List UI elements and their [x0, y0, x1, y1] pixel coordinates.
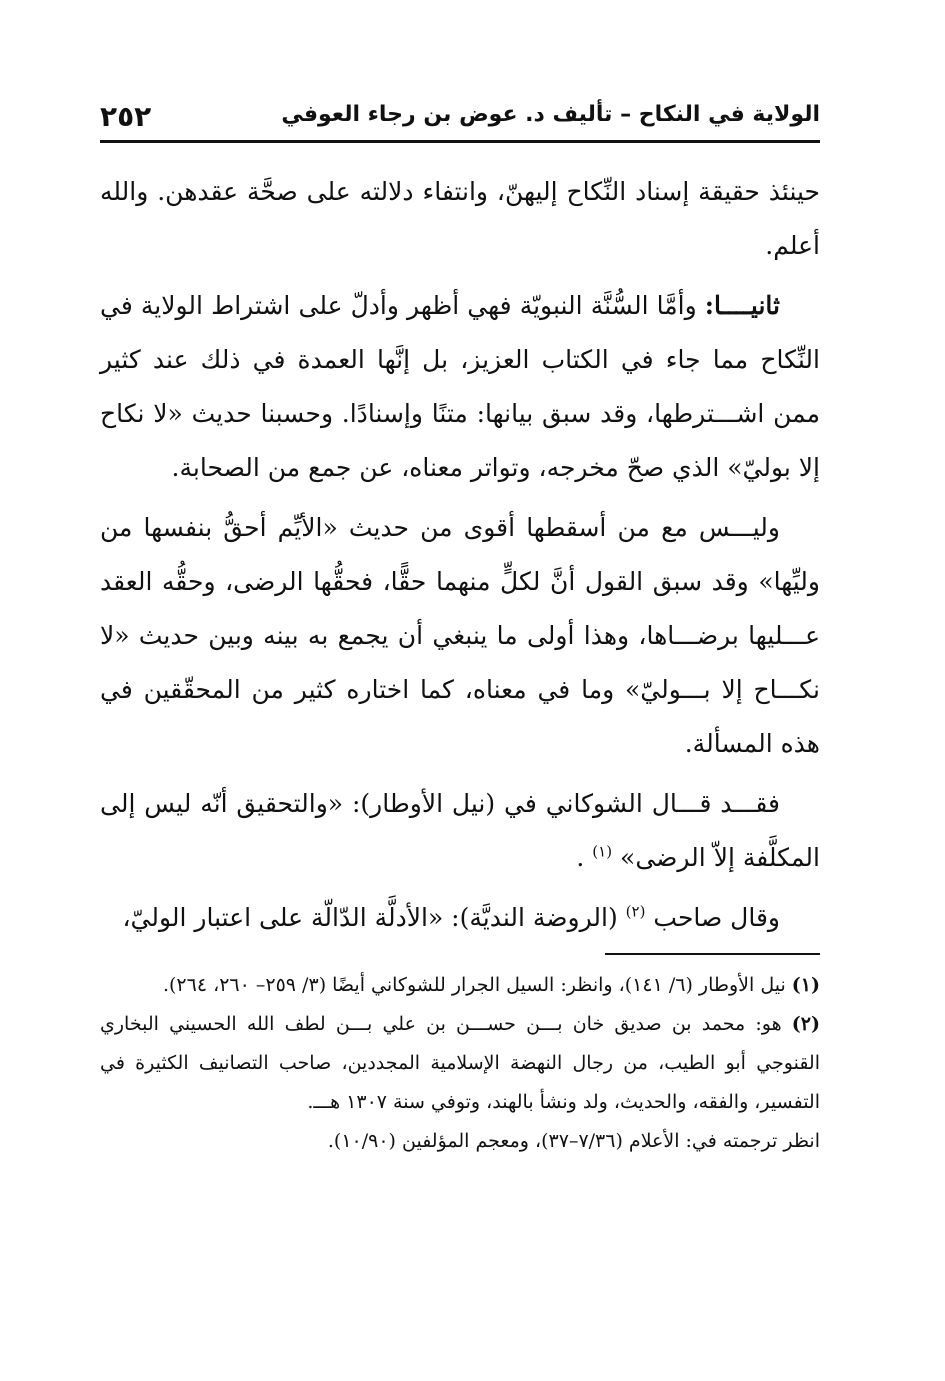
footnote-1 [100, 966, 820, 1005]
footnote-1-number: (١) [791, 974, 820, 996]
running-header [100, 100, 820, 143]
paragraph-2-text: وأمَّا السُّنَّة النبويّة فهي أظهر وأدلّ على اشتراط الولاية في النِّكاح مما جاء في الكتاب العزيز، بل إنَّها العمدة في ذلك عند كثير ممن اشـــترطها، وقد سبق بيانها: متنًا وإسنادًا. وحسبنا حديث «لا نكاح إلا بوليّ» الذي صحّ مخرجه، وتواتر معناه، عن جمع من الصحابة. [100, 291, 820, 482]
paragraph-4 [100, 777, 820, 885]
footnotes [100, 966, 820, 1161]
footnote-1-text: نيل الأوطار (٦/ ١٤١)، وانظر: السيل الجرار للشوكاني أيضًا (٣/ ٢٥٩– ٢٦٠، ٢٦٤). [162, 974, 792, 996]
paragraph-5-text-b: (الروضة النديَّة): «الأدلَّة الدّالّة على اعتبار الوليّ، [122, 903, 626, 932]
footnote-2-reference-text: انظر ترجمته في: الأعلام (٧/٣٦–٣٧)، ومعجم المؤلفين (١٠/٩٠). [327, 1130, 820, 1152]
section-lead-thaniyan: ثانيــــا: [704, 291, 780, 320]
paragraph-1-text: حينئذ حقيقة إسناد النِّكاح إليهنّ، وانتفاء دلالته على صحَّة عقدهن. والله أعلم. [100, 177, 820, 260]
paragraph-4-text: فقـــد قـــال الشوكاني في (نيل الأوطار): «والتحقيق أنّه ليس إلى المكلَّفة إلاّ الرضى» [100, 789, 820, 872]
footnote-ref-2[interactable]: (٢) [625, 902, 646, 921]
paragraph-5 [100, 891, 820, 945]
page-number: ٢٥٢ [100, 100, 152, 133]
footnote-2-text: هو: محمد بن صديق خان بـــن حســـن بن علي بـــن لطف الله الحسيني البخاري القنوجي أبو الطيب، من رجال النهضة الإسلامية المجددين، صاحب التصانيف الكثيرة في التفسير، والفقه، والحديث، ولد ونشأ بالهند، وتوفي سنة ١٣٠٧ هـــ. [100, 1013, 820, 1113]
paragraph-5-text-a: وقال صاحب [653, 903, 780, 932]
paragraph-3 [100, 501, 820, 771]
footnote-2 [100, 1005, 820, 1122]
header-title: الولاية في النكاح – تأليف د. عوض بن رجاء العوفي [281, 102, 820, 127]
paragraph-1 [100, 165, 820, 273]
main-text [100, 165, 820, 951]
footnote-2-reference [100, 1122, 820, 1161]
footnote-separator [605, 953, 820, 955]
paragraph-3-text: وليـــس مع من أسقطها أقوى من حديث «الأيِّم أحقُّ بنفسها من وليِّها» وقد سبق القول أنَّ لكلٍّ منهما حقًّا، فحقُّها الرضى، وحقُّه العقد عـــليها برضـــاها، وهذا أولى ما ينبغي أن يجمع به بينه وبين حديث «لا نكـــاح إلا بـــوليّ» وما في معناه، كما اختاره كثير من المحقّقين في هذه المسألة. [100, 513, 820, 758]
footnote-2-number: (٢) [791, 1013, 820, 1035]
paragraph-4-end: . [576, 843, 593, 872]
paragraph-2 [100, 279, 820, 495]
footnote-ref-1[interactable]: (١) [592, 842, 613, 861]
